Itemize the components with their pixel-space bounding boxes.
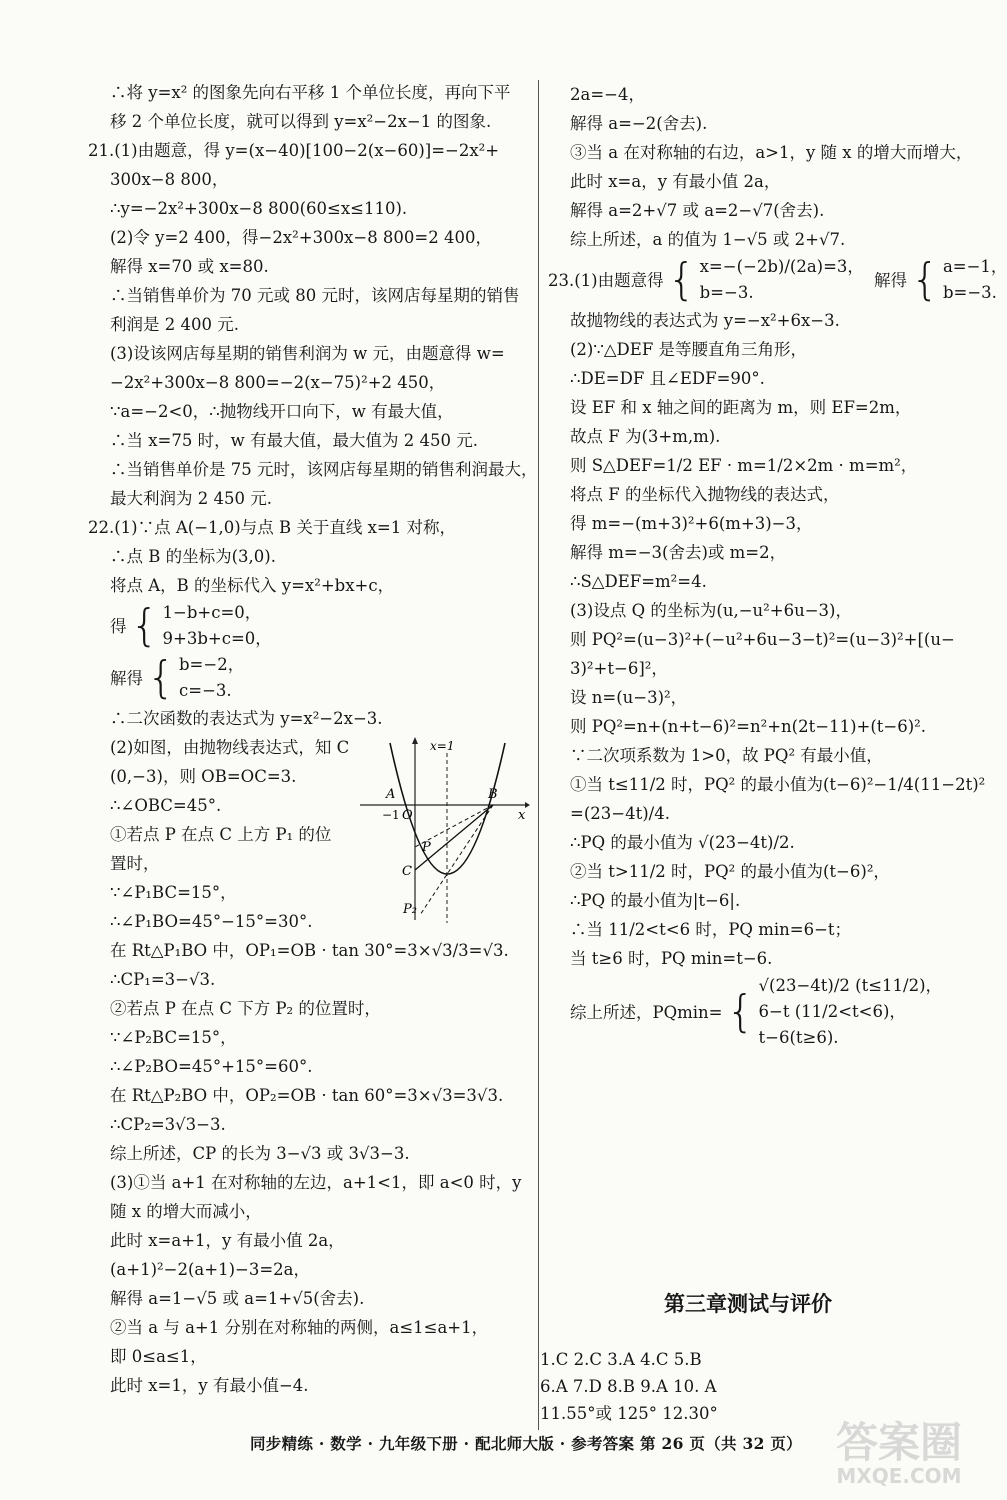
right-column <box>548 80 1007 1051</box>
solution-line: ∴PQ 的最小值为|t−6|. <box>570 891 741 910</box>
system-row: 6−t (11/2<t<6)， <box>758 1002 906 1021</box>
system-row: 1−b+c=0， <box>162 603 262 622</box>
solution-line: 则 S△DEF=1/2 EF · m=1/2×2m · m=m²， <box>570 456 918 475</box>
solution-line: ∴DE=DF 且∠EDF=90°. <box>570 369 765 388</box>
solution-line: 此时 x=a，y 有最小值 2a， <box>570 172 781 191</box>
solution-line: ②若点 P 在点 C 下方 P₂ 的位置时， <box>110 999 381 1018</box>
solution-line: ②当 a 与 a+1 分别在对称轴的两侧，a≤1≤a+1， <box>110 1318 489 1337</box>
system-row: a=−1， <box>942 257 1007 276</box>
label-x: x <box>518 808 526 823</box>
brace-symbol: { <box>910 254 939 305</box>
solution-line: (3)设点 Q 的坐标为(u,−u²+6u−3)， <box>570 601 852 620</box>
solution-line: 21.(1)由题意，得 y=(x−40)[100−2(x−60)]=−2x²+ <box>88 141 500 160</box>
solution-line: ∴PQ 的最小值为 √(23−4t)/2. <box>570 833 795 852</box>
solution-line: ③当 a 在对称轴的右边，a>1，y 随 x 的增大而增大， <box>570 143 973 162</box>
solution-line: ∵二次项系数为 1>0，故 PQ² 有最小值， <box>570 746 883 765</box>
solution-line: 2a=−4， <box>570 85 645 104</box>
label-sym-axis: x=1 <box>430 739 455 753</box>
solution-line: 故点 F 为(3+m,m). <box>570 427 721 446</box>
solution-line: (3)①当 a+1 在对称轴的左边，a+1<1，即 a<0 时，y <box>110 1173 522 1192</box>
y-axis-arrow <box>412 737 418 744</box>
system-row: c=−3. <box>179 681 232 700</box>
system-rows <box>179 652 244 704</box>
solution-line: ∴将 y=x² 的图象先向右平移 1 个单位长度，再向下平 <box>110 83 511 102</box>
answer-list <box>540 1346 718 1427</box>
system-row: b=−2， <box>179 655 245 674</box>
system-prefix: 解得 <box>110 668 143 688</box>
watermark-logo <box>814 1410 984 1490</box>
solution-line: ②当 t>11/2 时，PQ² 的最小值为(t−6)²， <box>570 862 890 881</box>
label-O: O <box>402 808 413 823</box>
equation-system <box>88 652 528 704</box>
label-P2: P₂ <box>403 902 417 917</box>
column-divider <box>538 80 539 1430</box>
solution-line: 解得 a=2+√7 或 a=2−√7(舍去). <box>570 201 825 220</box>
solution-line: ∴当 x=75 时，w 有最大值，最大值为 2 450 元. <box>110 431 478 450</box>
solution-line: 设 EF 和 x 轴之间的距离为 m，则 EF=2m， <box>570 398 912 417</box>
equation-system <box>548 254 1007 306</box>
system-row: t−6(t≥6). <box>758 1028 839 1047</box>
chapter-title: 第三章测试与评价 <box>664 1292 832 1316</box>
brace-symbol: { <box>667 254 696 305</box>
solution-line: ∴S△DEF=m²=4. <box>570 572 707 591</box>
brace-symbol: { <box>147 652 175 703</box>
solution-line: 综上所述，a 的值为 1−√5 或 2+√7. <box>570 230 846 249</box>
solution-line: 在 Rt△P₂BO 中，OP₂=OB · tan 60°=3×√3=3√3. <box>110 1086 504 1105</box>
solution-line: ∵∠P₁BC=15°， <box>110 883 237 902</box>
equation-system <box>548 973 978 1051</box>
solution-line: (3)设该网店每星期的销售利润为 w 元，由题意得 w= <box>110 344 505 363</box>
brace-symbol: { <box>130 600 159 651</box>
solution-line: ∵a=−2<0，∴抛物线开口向下，w 有最大值， <box>110 402 454 421</box>
system-row: b=−3. <box>699 283 754 302</box>
system-rows <box>700 254 864 306</box>
solution-line: (0,−3)，则 OB=OC=3. <box>110 767 297 786</box>
watermark-text: 答案圈 <box>835 1418 962 1467</box>
page-footer: 同步精练 · 数学 · 九年级下册 · 配北师大版 · 参考答案 第 26 页（共 32 页） <box>250 1434 802 1453</box>
brace-symbol: { <box>726 986 755 1037</box>
solution-line: 解得 a=−2(舍去). <box>570 114 708 133</box>
solution-line: 3)²+t−6]²， <box>570 659 668 678</box>
system-prefix: 综上所述，PQmin= <box>570 1002 723 1022</box>
line-BP2 <box>420 805 493 915</box>
solution-line: 将点 F 的坐标代入抛物线的表达式， <box>570 485 840 504</box>
system-prefix: 得 <box>110 616 127 636</box>
equation-system <box>88 600 528 652</box>
answer-line: 6.A 7.D 8.B 9.A 10. A <box>540 1377 717 1396</box>
solution-line: ∴∠P₁BO=45°−15°=30°. <box>110 912 313 931</box>
system-row: b=−3. <box>942 283 997 302</box>
solution-line: 则 PQ²=n+(n+t−6)²=n²+n(2t−11)+(t−6)². <box>570 717 927 736</box>
solution-line: (2)∵△DEF 是等腰直角三角形， <box>570 340 808 359</box>
solution-line: ∴当 11/2<t<6 时，PQ min=6−t； <box>570 920 852 939</box>
answer-line: 11.55°或 125° 12.30° <box>540 1404 718 1423</box>
solution-line: ∴点 B 的坐标为(3,0). <box>110 547 276 566</box>
solution-line: 综上所述，CP 的长为 3−√3 或 3√3−3. <box>110 1144 410 1163</box>
system-row: 9+3b+c=0， <box>162 629 272 648</box>
solution-line: 置时， <box>110 854 160 873</box>
solution-line: ∴当销售单价为 70 元或 80 元时，该网店每星期的销售 <box>110 286 520 305</box>
solution-line: 300x−8 800， <box>110 170 229 189</box>
solution-line: (2)如图，由抛物线表达式，知 C <box>110 738 350 757</box>
solution-line: ∴二次函数的表达式为 y=x²−2x−3. <box>110 709 383 728</box>
solution-line: (2)令 y=2 400，得−2x²+300x−8 800=2 400， <box>110 228 492 247</box>
system-row: x=−(−2b)/(2a)=3， <box>699 257 864 276</box>
answer-line: 1.C 2.C 3.A 4.C 5.B <box>540 1350 702 1369</box>
solution-line: 最大利润为 2 450 元. <box>110 489 272 508</box>
solution-line: 将点 A，B 的坐标代入 y=x²+bx+c， <box>110 576 395 595</box>
solution-line: 移 2 个单位长度，就可以得到 y=x²−2x−1 的图象. <box>110 112 492 131</box>
label-A: A <box>386 787 396 802</box>
solution-line: 利润是 2 400 元. <box>110 315 239 334</box>
solution-line: 解得 x=70 或 x=80. <box>110 257 269 276</box>
solution-line: ∴CP₁=3−√3. <box>110 970 216 989</box>
system-rows <box>759 973 943 1051</box>
solution-line: 故抛物线的表达式为 y=−x²+6x−3. <box>570 311 840 330</box>
x-axis-arrow <box>525 802 530 808</box>
solution-line: 解得 m=−3(舍去)或 m=2， <box>570 543 787 562</box>
system-rows <box>163 600 272 652</box>
solution-line: ∴CP₂=3√3−3. <box>110 1115 226 1134</box>
solution-line: ①若点 P 在点 C 上方 P₁ 的位 <box>110 825 332 844</box>
solution-line: 此时 x=a+1，y 有最小值 2a， <box>110 1231 345 1250</box>
solution-line: −2x²+300x−8 800=−2(x−75)²+2 450， <box>110 373 446 392</box>
parabola-figure <box>360 735 530 925</box>
solution-line: 解得 a=1−√5 或 a=1+√5(舍去). <box>110 1289 365 1308</box>
system-prefix: 23.(1)由题意得 <box>548 270 664 290</box>
label-C: C <box>402 864 412 879</box>
solution-line: ∴y=−2x²+300x−8 800(60≤x≤110). <box>110 199 408 218</box>
system-rows <box>943 254 1007 306</box>
solution-line: 22.(1)∵点 A(−1,0)与点 B 关于直线 x=1 对称， <box>88 518 456 537</box>
solution-line: 在 Rt△P₁BO 中，OP₁=OB · tan 30°=3×√3/3=√3. <box>110 941 509 960</box>
solution-line: ∴∠OBC=45°. <box>110 796 222 815</box>
label-B: B <box>488 787 498 802</box>
solution-line: 即 0≤a≤1， <box>110 1347 207 1366</box>
line-BC <box>415 805 493 870</box>
system-prefix: 解得 <box>873 270 907 290</box>
solution-line: 则 PQ²=(u−3)²+(−u²+6u−3−t)²=(u−3)²+[(u− <box>570 630 955 649</box>
solution-line: ∴当销售单价是 75 元时，该网店每星期的销售利润最大， <box>110 460 538 479</box>
label-neg1: −1 <box>382 808 400 822</box>
solution-line: 此时 x=1，y 有最小值−4. <box>110 1376 309 1395</box>
solution-line: =(23−4t)/4. <box>570 804 670 823</box>
solution-line: 随 x 的增大而减小， <box>110 1202 262 1221</box>
system-row: √(23−4t)/2 (t≤11/2)， <box>758 976 943 995</box>
label-P: P <box>422 840 431 855</box>
solution-line: 得 m=−(m+3)²+6(m+3)−3， <box>570 514 813 533</box>
solution-line: ①当 t≤11/2 时，PQ² 的最小值为(t−6)²−1/4(11−2t)² <box>570 775 986 794</box>
solution-line: 设 n=(u−3)²， <box>570 688 688 707</box>
solution-line: (a+1)²−2(a+1)−3=2a， <box>110 1260 310 1279</box>
watermark-url: MXQE.COM <box>836 1464 962 1488</box>
solution-line: 当 t≥6 时，PQ min=t−6. <box>570 949 773 968</box>
solution-line: ∴∠P₂BO=45°+15°=60°. <box>110 1057 313 1076</box>
solution-line: ∵∠P₂BC=15°， <box>110 1028 237 1047</box>
